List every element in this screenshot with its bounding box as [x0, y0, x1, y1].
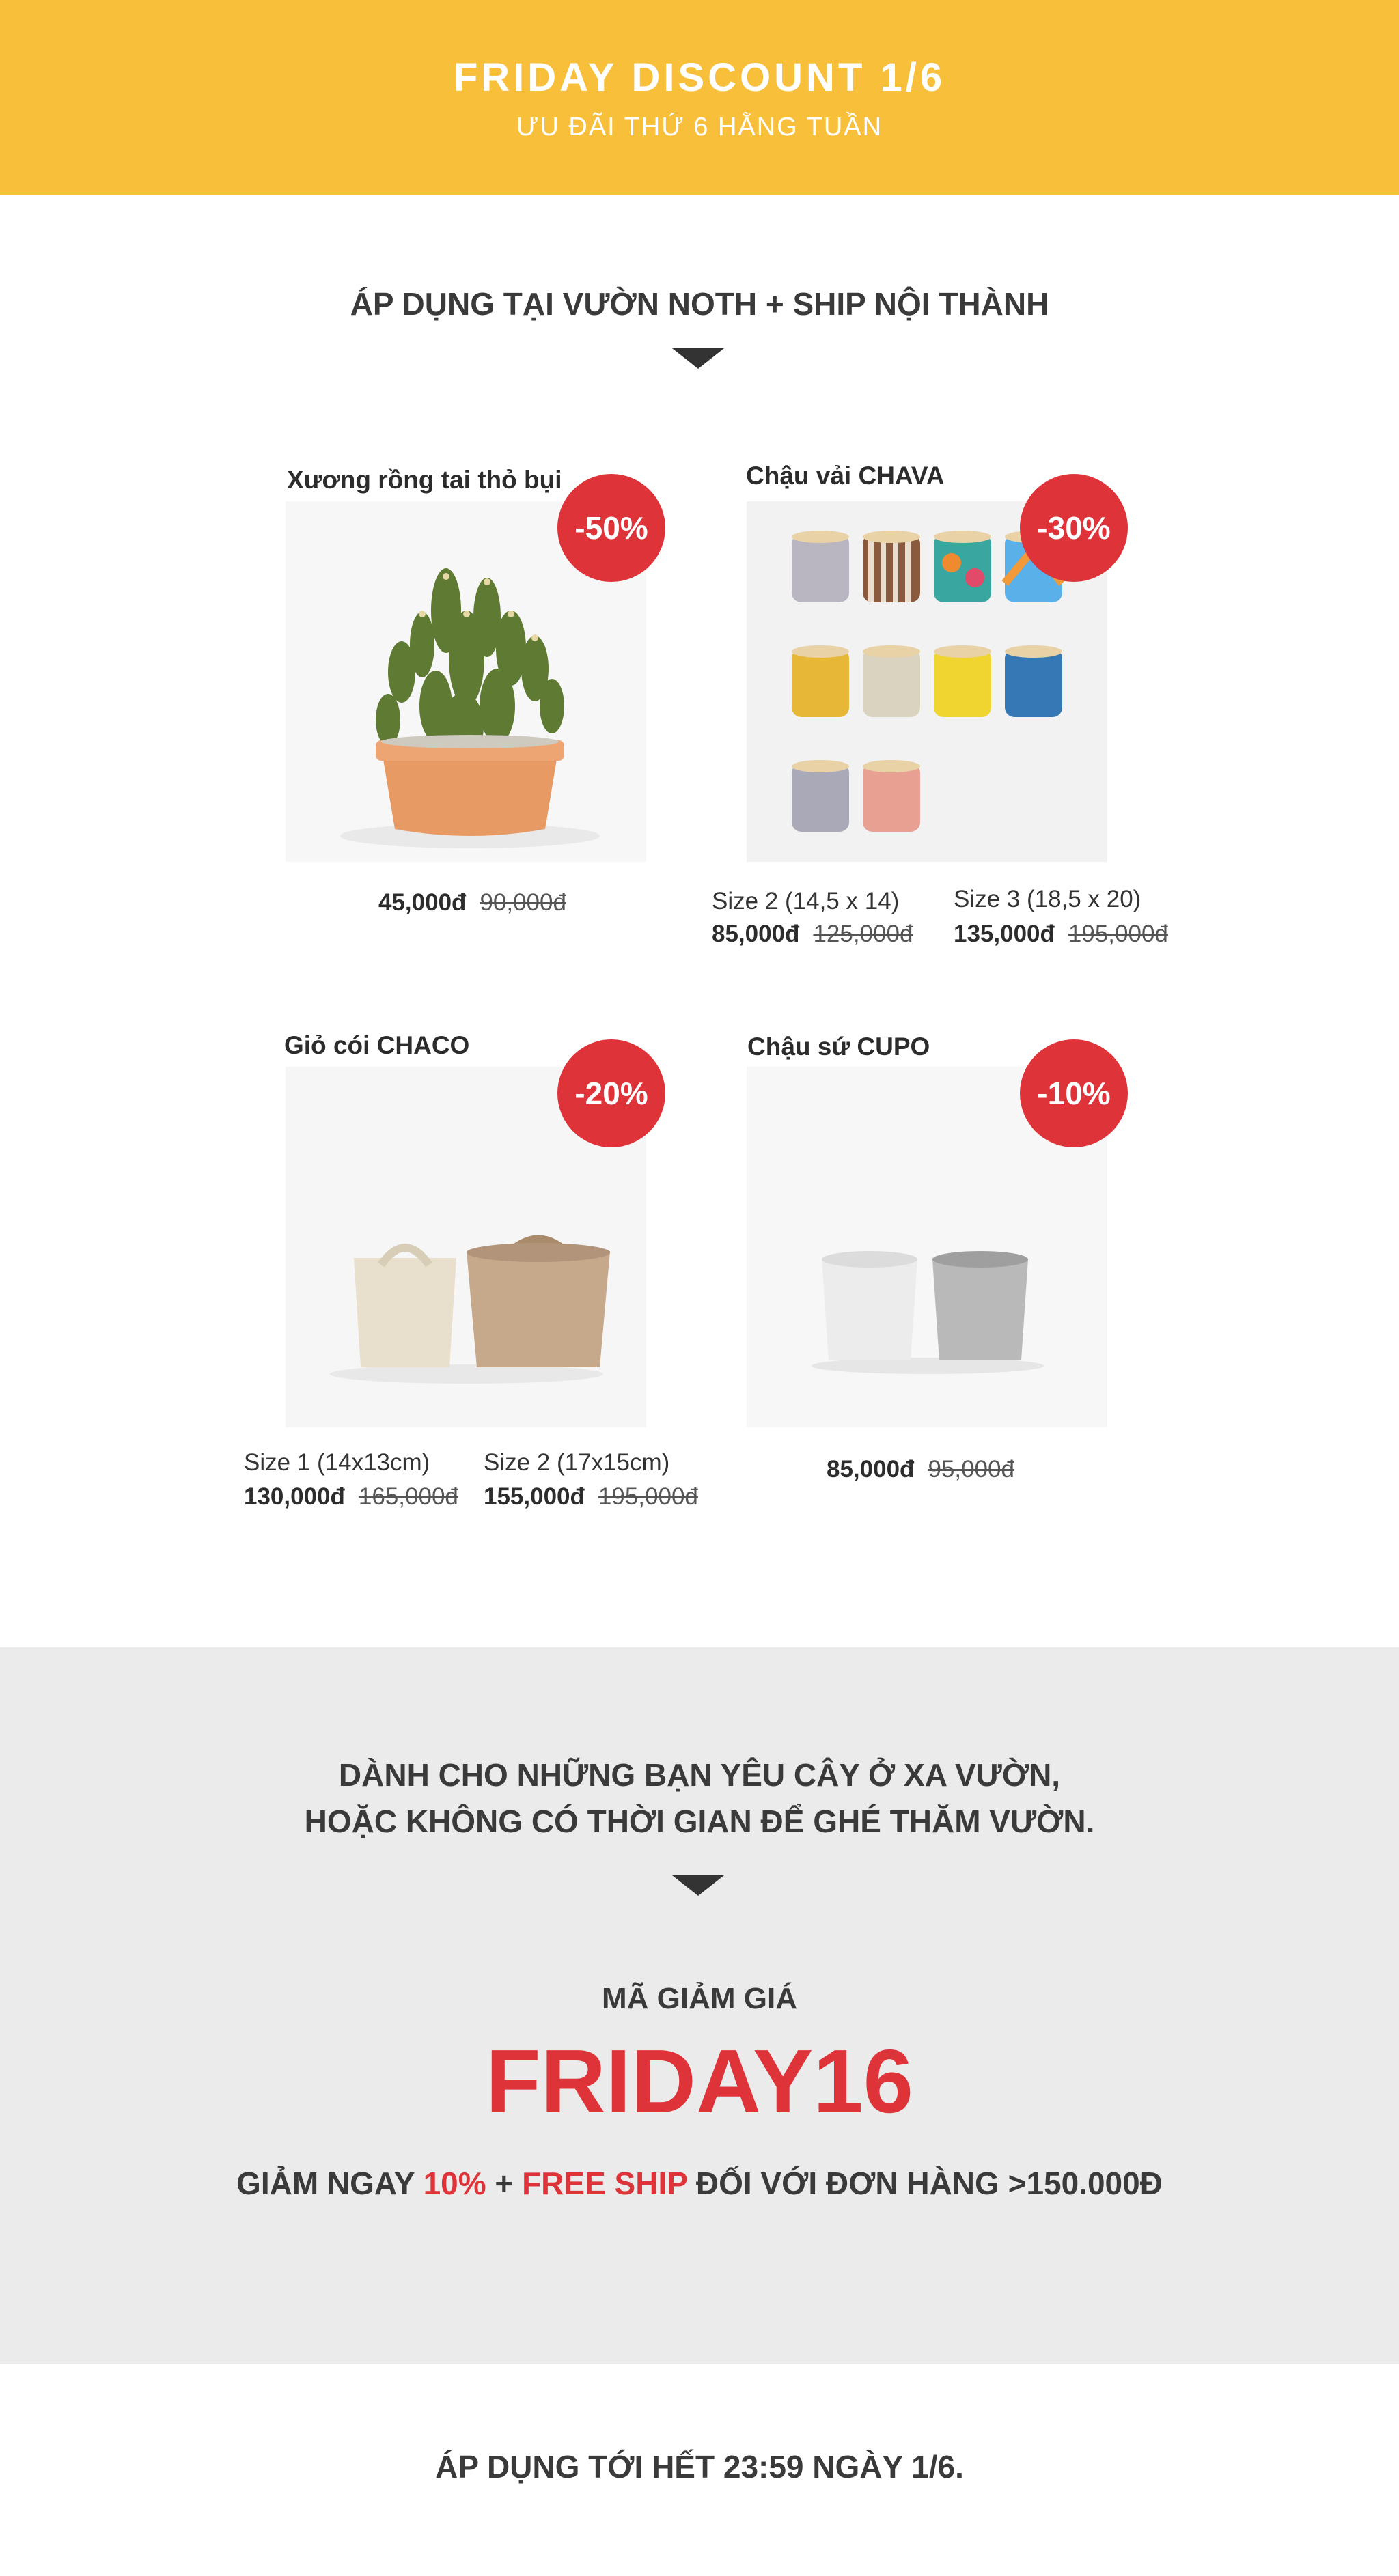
- old-price: 195,000đ: [598, 1483, 698, 1510]
- size-label: Size 2 (14,5 x 14): [712, 888, 900, 914]
- price-chava-size3: [954, 921, 1168, 948]
- current-price: 85,000đ: [827, 1456, 915, 1483]
- offer-freeship: FREE SHIP: [522, 2166, 688, 2201]
- current-price: 155,000đ: [484, 1483, 585, 1510]
- old-price: 95,000đ: [928, 1456, 1014, 1483]
- discount-badge-chaco: -20%: [557, 1039, 665, 1147]
- down-arrow-icon: [672, 1875, 724, 1896]
- price-cupo: [827, 1456, 1014, 1483]
- apply-note: ÁP DỤNG TẠI VƯỜN NOTH + SHIP NỘI THÀNH: [350, 286, 1049, 322]
- header-banner: [0, 0, 1399, 195]
- discount-badge-cactus: -50%: [557, 474, 665, 582]
- promo-line-1: DÀNH CHO NHỮNG BẠN YÊU CÂY Ở XA VƯỜN,: [338, 1757, 1061, 1793]
- footer-deadline: ÁP DỤNG TỚI HẾT 23:59 NGÀY 1/6.: [435, 2449, 964, 2484]
- current-price: 135,000đ: [954, 921, 1055, 947]
- size-label: Size 2 (17x15cm): [484, 1449, 670, 1476]
- offer-plus: +: [495, 2166, 514, 2201]
- offer-suffix: ĐỐI VỚI ĐƠN HÀNG >150.000Đ: [695, 2166, 1163, 2201]
- old-price: 195,000đ: [1068, 921, 1168, 947]
- product-name-chava: Chậu vải CHAVA: [746, 462, 945, 490]
- size-label: Size 3 (18,5 x 20): [954, 886, 1141, 912]
- price-chaco-size1: [244, 1483, 458, 1511]
- header-title: FRIDAY DISCOUNT 1/6: [453, 55, 946, 100]
- code-label: MÃ GIẢM GIÁ: [602, 1982, 797, 2015]
- product-name-cactus: Xương rồng tai thỏ bụi: [287, 466, 562, 494]
- price-chava-size2: [712, 921, 913, 948]
- old-price: 125,000đ: [813, 921, 913, 947]
- product-name-chaco: Giỏ cói CHACO: [284, 1031, 470, 1059]
- promo-code-section: [0, 1647, 1399, 2364]
- old-price: 90,000đ: [480, 889, 566, 916]
- size-label: Size 1 (14x13cm): [244, 1449, 430, 1476]
- current-price: 85,000đ: [712, 921, 800, 947]
- offer-prefix: GIẢM NGAY: [236, 2166, 415, 2201]
- offer-percent: 10%: [423, 2166, 486, 2201]
- current-price: 130,000đ: [244, 1483, 345, 1510]
- promo-line-2: HOẶC KHÔNG CÓ THỜI GIAN ĐỂ GHÉ THĂM VƯỜN.: [304, 1804, 1095, 1839]
- down-arrow-icon: [672, 348, 724, 369]
- discount-code[interactable]: FRIDAY16: [485, 2031, 914, 2131]
- price-cactus: [378, 889, 566, 916]
- header-subtitle: ƯU ĐÃI THỨ 6 HẰNG TUẦN: [516, 113, 883, 141]
- old-price: 165,000đ: [358, 1483, 458, 1510]
- discount-badge-chava: -30%: [1020, 474, 1128, 582]
- current-price: 45,000đ: [378, 889, 467, 916]
- discount-badge-cupo: -10%: [1020, 1039, 1128, 1147]
- product-name-cupo: Chậu sứ CUPO: [747, 1033, 930, 1061]
- offer-text: [0, 2165, 1399, 2202]
- price-chaco-size2: [484, 1483, 698, 1511]
